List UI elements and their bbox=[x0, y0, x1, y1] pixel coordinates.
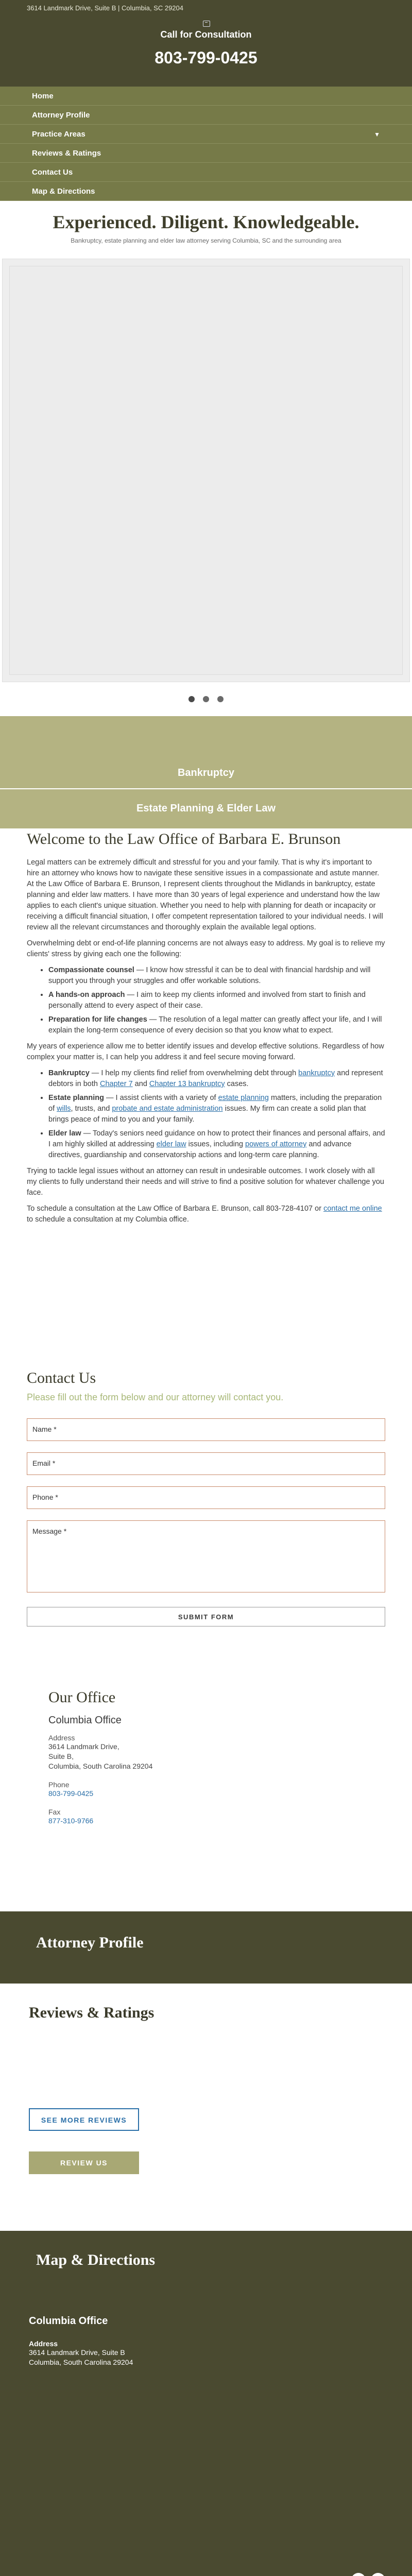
header-phone-strip bbox=[0, 45, 412, 87]
header-cta: Call for Consultation bbox=[160, 29, 252, 40]
wills-link[interactable]: wills bbox=[57, 1105, 71, 1113]
tagline-subtitle: Bankruptcy, estate planning and elder law attorney serving Columbia, SC and the surrounding area bbox=[71, 237, 341, 244]
see-more-reviews-button[interactable]: SEE MORE REVIEWS bbox=[29, 2108, 139, 2131]
office-section bbox=[0, 1689, 412, 1911]
list-item-text: — I assist clients with a variety of bbox=[104, 1094, 218, 1102]
list-item-text: and advance directives, guardianship and conservatorship actions and long-term care planning. bbox=[48, 1140, 352, 1159]
office-title: Our Office bbox=[48, 1689, 116, 1706]
practice-bankruptcy[interactable] bbox=[0, 716, 412, 788]
directions-info bbox=[0, 2315, 412, 2528]
header-phone[interactable]: 803-799-0425 bbox=[154, 48, 258, 67]
map-address-label: Address bbox=[29, 2340, 58, 2348]
map-area[interactable] bbox=[0, 2528, 412, 2576]
email-field[interactable]: Email * bbox=[27, 1452, 385, 1475]
bankruptcy-link[interactable]: bankruptcy bbox=[298, 1069, 335, 1077]
tagline bbox=[0, 201, 412, 257]
welcome-paragraph: Overwhelming debt or end-of-life planning concerns are not always easy to address. My goal is to relieve my clients' stress by giving each one the following: bbox=[27, 939, 385, 958]
top-bar bbox=[0, 0, 412, 45]
list-item bbox=[48, 1128, 385, 1161]
map-control-dot[interactable] bbox=[351, 2573, 366, 2576]
nav-contact[interactable]: Contact Us bbox=[0, 163, 412, 182]
welcome-paragraph: My years of experience allow me to better identify issues and develop effective solutions. Regardless of how complex your matter is, I can help you address it and feel secure moving forward. bbox=[27, 1042, 384, 1061]
list-item-lead: A hands-on approach bbox=[48, 991, 125, 999]
attorney-profile-title: Attorney Profile bbox=[36, 1934, 144, 1951]
map-address bbox=[29, 2348, 383, 2367]
office-phone-link[interactable]: 803-799-0425 bbox=[48, 1789, 94, 1798]
fax-label: Fax bbox=[48, 1808, 61, 1816]
slider-dot[interactable] bbox=[188, 696, 195, 702]
list-item bbox=[48, 965, 385, 987]
practice-estate[interactable] bbox=[0, 788, 412, 828]
welcome-paragraph bbox=[27, 1204, 385, 1225]
nav-practice-areas-label: Practice Areas bbox=[32, 130, 85, 139]
message-field[interactable]: Message * bbox=[27, 1520, 385, 1592]
probate-link[interactable]: probate and estate administration bbox=[112, 1105, 223, 1113]
nav-home[interactable]: Home bbox=[0, 87, 412, 106]
address-line: Columbia, South Carolina 29204 bbox=[29, 2358, 133, 2366]
list-item-lead: Preparation for life changes bbox=[48, 1015, 147, 1024]
list-item-text: — The resolution of a legal matter can greatly affect your life, and I will explain the long-term consequence of every decision so that you know what to expect. bbox=[48, 1015, 382, 1035]
contact-section bbox=[0, 1369, 412, 1689]
main-nav bbox=[0, 87, 412, 201]
services-list bbox=[48, 1068, 385, 1161]
phone-icon[interactable] bbox=[203, 21, 210, 27]
estate-planning-link[interactable]: estate planning bbox=[218, 1094, 269, 1102]
hero-image-frame bbox=[0, 257, 412, 684]
elder-law-link[interactable]: elder law bbox=[156, 1140, 186, 1148]
directions-panel bbox=[0, 2315, 412, 2528]
list-item-lead: Estate planning bbox=[48, 1094, 104, 1102]
map-control-dot[interactable] bbox=[371, 2573, 385, 2576]
list-item bbox=[48, 1014, 385, 1036]
phone-field[interactable]: Phone * bbox=[27, 1486, 385, 1509]
attorney-profile-band[interactable] bbox=[0, 1911, 412, 1984]
address-line: Columbia, South Carolina 29204 bbox=[48, 1762, 153, 1770]
reviews-section bbox=[0, 1984, 412, 2231]
list-item-text: — Today's seniors need guidance on how to protect their finances and personal affairs, and I am highly skilled at addressing bbox=[48, 1129, 385, 1148]
review-us-button[interactable]: REVIEW US bbox=[29, 2151, 139, 2174]
list-item-text: — I aim to keep my clients informed and involved from start to finish and personally attend to every aspect of their case. bbox=[48, 991, 366, 1010]
list-item bbox=[48, 1093, 385, 1125]
chapter-7-link[interactable]: Chapter 7 bbox=[99, 1080, 133, 1088]
nav-reviews[interactable]: Reviews & Ratings bbox=[0, 144, 412, 163]
welcome-text: To schedule a consultation at the Law Office of Barbara E. Brunson, call 803-728-4107 or bbox=[27, 1205, 324, 1213]
list-item-text: issues, including bbox=[186, 1140, 246, 1148]
tagline-title: Experienced. Diligent. Knowledgeable. bbox=[53, 212, 359, 232]
office-name: Columbia Office bbox=[48, 1715, 122, 1726]
hero-slider bbox=[0, 257, 412, 684]
nav-attorney-profile[interactable]: Attorney Profile bbox=[0, 106, 412, 125]
map-controls bbox=[348, 2573, 385, 2576]
list-item-text: matters, including the preparation of bbox=[48, 1094, 382, 1113]
office-fax[interactable]: 877-310-9766 bbox=[48, 1817, 94, 1825]
office-address bbox=[48, 1742, 364, 1771]
welcome-title: Welcome to the Law Office of Barbara E. Brunson bbox=[27, 831, 341, 848]
welcome-paragraph: Trying to tackle legal issues without an attorney can result in undesirable outcomes. I work closely with all my clients to fully understand their needs and will strive to find a positive solution for whatever challenge you face. bbox=[27, 1167, 384, 1197]
list-item-text: — I help my clients find relief from overwhelming debt through bbox=[89, 1069, 299, 1077]
contact-online-link[interactable]: contact me online bbox=[323, 1205, 382, 1213]
list-item-text: and represent debtors in both bbox=[48, 1069, 383, 1088]
list-item-text: issues. My firm can create a solid plan that brings peace of mind to you and your family. bbox=[48, 1105, 366, 1124]
list-item-lead: Elder law bbox=[48, 1129, 81, 1138]
name-field[interactable]: Name * bbox=[27, 1418, 385, 1441]
practice-estate-label: Estate Planning & Elder Law bbox=[136, 803, 276, 814]
address-line: Suite B, bbox=[48, 1752, 74, 1760]
list-item-text: — I know how stressful it can be to deal with financial hardship and will support you through your struggles and offer workable solutions. bbox=[48, 966, 371, 985]
list-item-text: cases. bbox=[225, 1080, 249, 1088]
slider-dots bbox=[0, 684, 412, 716]
list-item-lead: Bankruptcy bbox=[48, 1069, 90, 1077]
map-directions-title: Map & Directions bbox=[36, 2251, 156, 2268]
chapter-13-link[interactable]: Chapter 13 bankruptcy bbox=[149, 1080, 225, 1088]
address-line: 3614 Landmark Drive, Suite B bbox=[29, 2348, 125, 2357]
slider-dot[interactable] bbox=[217, 696, 224, 702]
contact-title: Contact Us bbox=[27, 1369, 96, 1386]
header-address: 3614 Landmark Drive, Suite B | Columbia, SC 29204 bbox=[27, 4, 183, 12]
address-line: 3614 Landmark Drive, bbox=[48, 1742, 119, 1751]
slider-dot[interactable] bbox=[203, 696, 209, 702]
welcome-section bbox=[0, 828, 412, 1369]
list-item-text: and bbox=[132, 1080, 149, 1088]
list-item-lead: Compassionate counsel bbox=[48, 966, 134, 974]
map-office-name: Columbia Office bbox=[29, 2315, 108, 2327]
list-item bbox=[48, 1068, 385, 1090]
benefits-list bbox=[48, 965, 385, 1036]
welcome-text: to schedule a consultation at my Columbia office. bbox=[27, 1215, 189, 1224]
list-item bbox=[48, 990, 385, 1011]
welcome-paragraph: Legal matters can be extremely difficult and stressful for you and your family. That is why it's important to hire an attorney who knows how to navigate these sensitive issues in a compassionate and astute manner. At the Law Office of Barbara E. Brunson, I represent clients throughout the Midlands in bankruptcy, estate planning and elder law matters. I have more than 30 years of legal experience and understand how the law applies to each client's unique situation. Whether you need to help with planning for death or incapacity or receiving a difficult financial situation, I offer competent representation tailored to your individual needs. I will review all the relevant circumstances and thoroughly explain the available legal options. bbox=[27, 858, 383, 931]
submit-button[interactable]: SUBMIT FORM bbox=[27, 1607, 385, 1626]
reviews-title: Reviews & Ratings bbox=[29, 2004, 154, 2021]
nav-practice-areas[interactable] bbox=[0, 125, 412, 144]
hero-image bbox=[9, 266, 403, 675]
phone-label: Phone bbox=[48, 1781, 70, 1789]
powers-of-attorney-link[interactable]: powers of attorney bbox=[245, 1140, 307, 1148]
address-label: Address bbox=[48, 1734, 75, 1742]
chevron-down-icon[interactable]: ▼ bbox=[374, 131, 380, 138]
list-item-text: , trusts, and bbox=[71, 1105, 112, 1113]
nav-map[interactable]: Map & Directions bbox=[0, 182, 412, 201]
practice-bankruptcy-label: Bankruptcy bbox=[177, 767, 235, 778]
contact-hint: Please fill out the form below and our attorney will contact you. bbox=[27, 1392, 284, 1402]
